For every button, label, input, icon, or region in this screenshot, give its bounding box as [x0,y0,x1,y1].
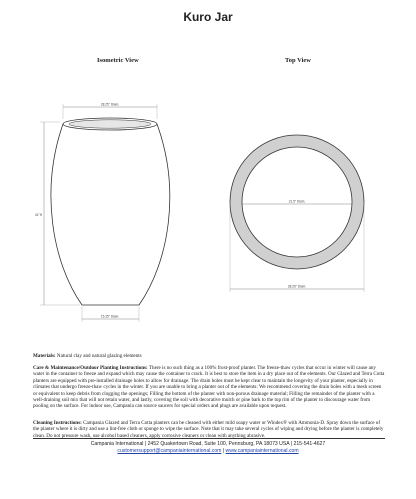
cleaning-text: Campania Glazed and Terra Cotta planters can be cleaned with either mild soapy water or Windex® with Ammonia-D. Spray down the surface of the planter where it is dirty and use a lint-free cloth or sponge to wipe the surface. Note that it may take several cycles of wiping and drying before the planter is completely clean. Do not pressure wash, use alcohol based cleaners, apply corrosive cleaners or clean with anything abrasive. [33,420,384,439]
outer-diam-label: 28.25" Diam. [287,284,307,289]
inner-diam-label: 21.5" Diam. [288,199,306,204]
materials-section [33,353,385,359]
isometric-view-label: Isometric View [97,57,139,64]
care-text: There is no such thing as a 100% frost-proof planter. The freeze-thaw cycles that occur in winter will cause any water in the container to freeze and expand which may cause the container to crack. It is best to store the item in a dry place out of the elements. Our Glazed and Terra Cotta planters are equipped with pre-installed drainage holes to allow for drainage. The drain holes must be kept clear to maintain the longevity of your planter, especially in climates that undergo freeze-thaw cycles in the winter. If you are unable to bring a planter out of the elements: We recommend covering the drain holes with a mesh screen or equivalent to keep debris from clogging the openings; Filling the bottom of the planter with non-porous drainage material; Filling the remainder of the planter with a well-draining soil mix that will not retain water, and lastly, covering the soil with decorative mulch or pine bark to the top rim of the planter to discourage water from pooling on the surface. For indoor use, Campania can source saucers for special orders and plugs are available upon request. [33,365,385,410]
top-diam-label: 28.25" Diam. [100,102,120,107]
base-diam-label: 15.25" Diam. [100,314,120,319]
cleaning-label: Cleaning Instructions: [33,420,82,426]
care-section [33,365,385,410]
care-label: Care & Maintenance/Outdoor Planting Instructions: [33,365,148,371]
jar-body [51,124,170,305]
materials-label: Materials: [33,353,56,359]
page-title: Kuro Jar [183,10,233,24]
top-view-label: Top View [285,57,311,64]
footer-divider [33,438,385,439]
jar-rim-inner [69,120,151,128]
footer-separator: | [221,448,226,454]
footer-email-link[interactable]: customersupport@campaniainternational.com [117,448,222,454]
materials-text: Natural clay and natural glazing elements [56,353,142,359]
cleaning-section [33,420,385,439]
footer [0,441,416,455]
jar-isometric [51,118,170,305]
footer-address: Campania International | 2452 Quakertown Road, Suite 100, Pennsburg, PA 18073 USA | 215-541-4627 [90,441,326,447]
footer-website-link[interactable]: www.campaniainternational.com [225,448,299,454]
footer-contact-line [0,448,416,455]
height-label: 41"H [35,213,42,217]
